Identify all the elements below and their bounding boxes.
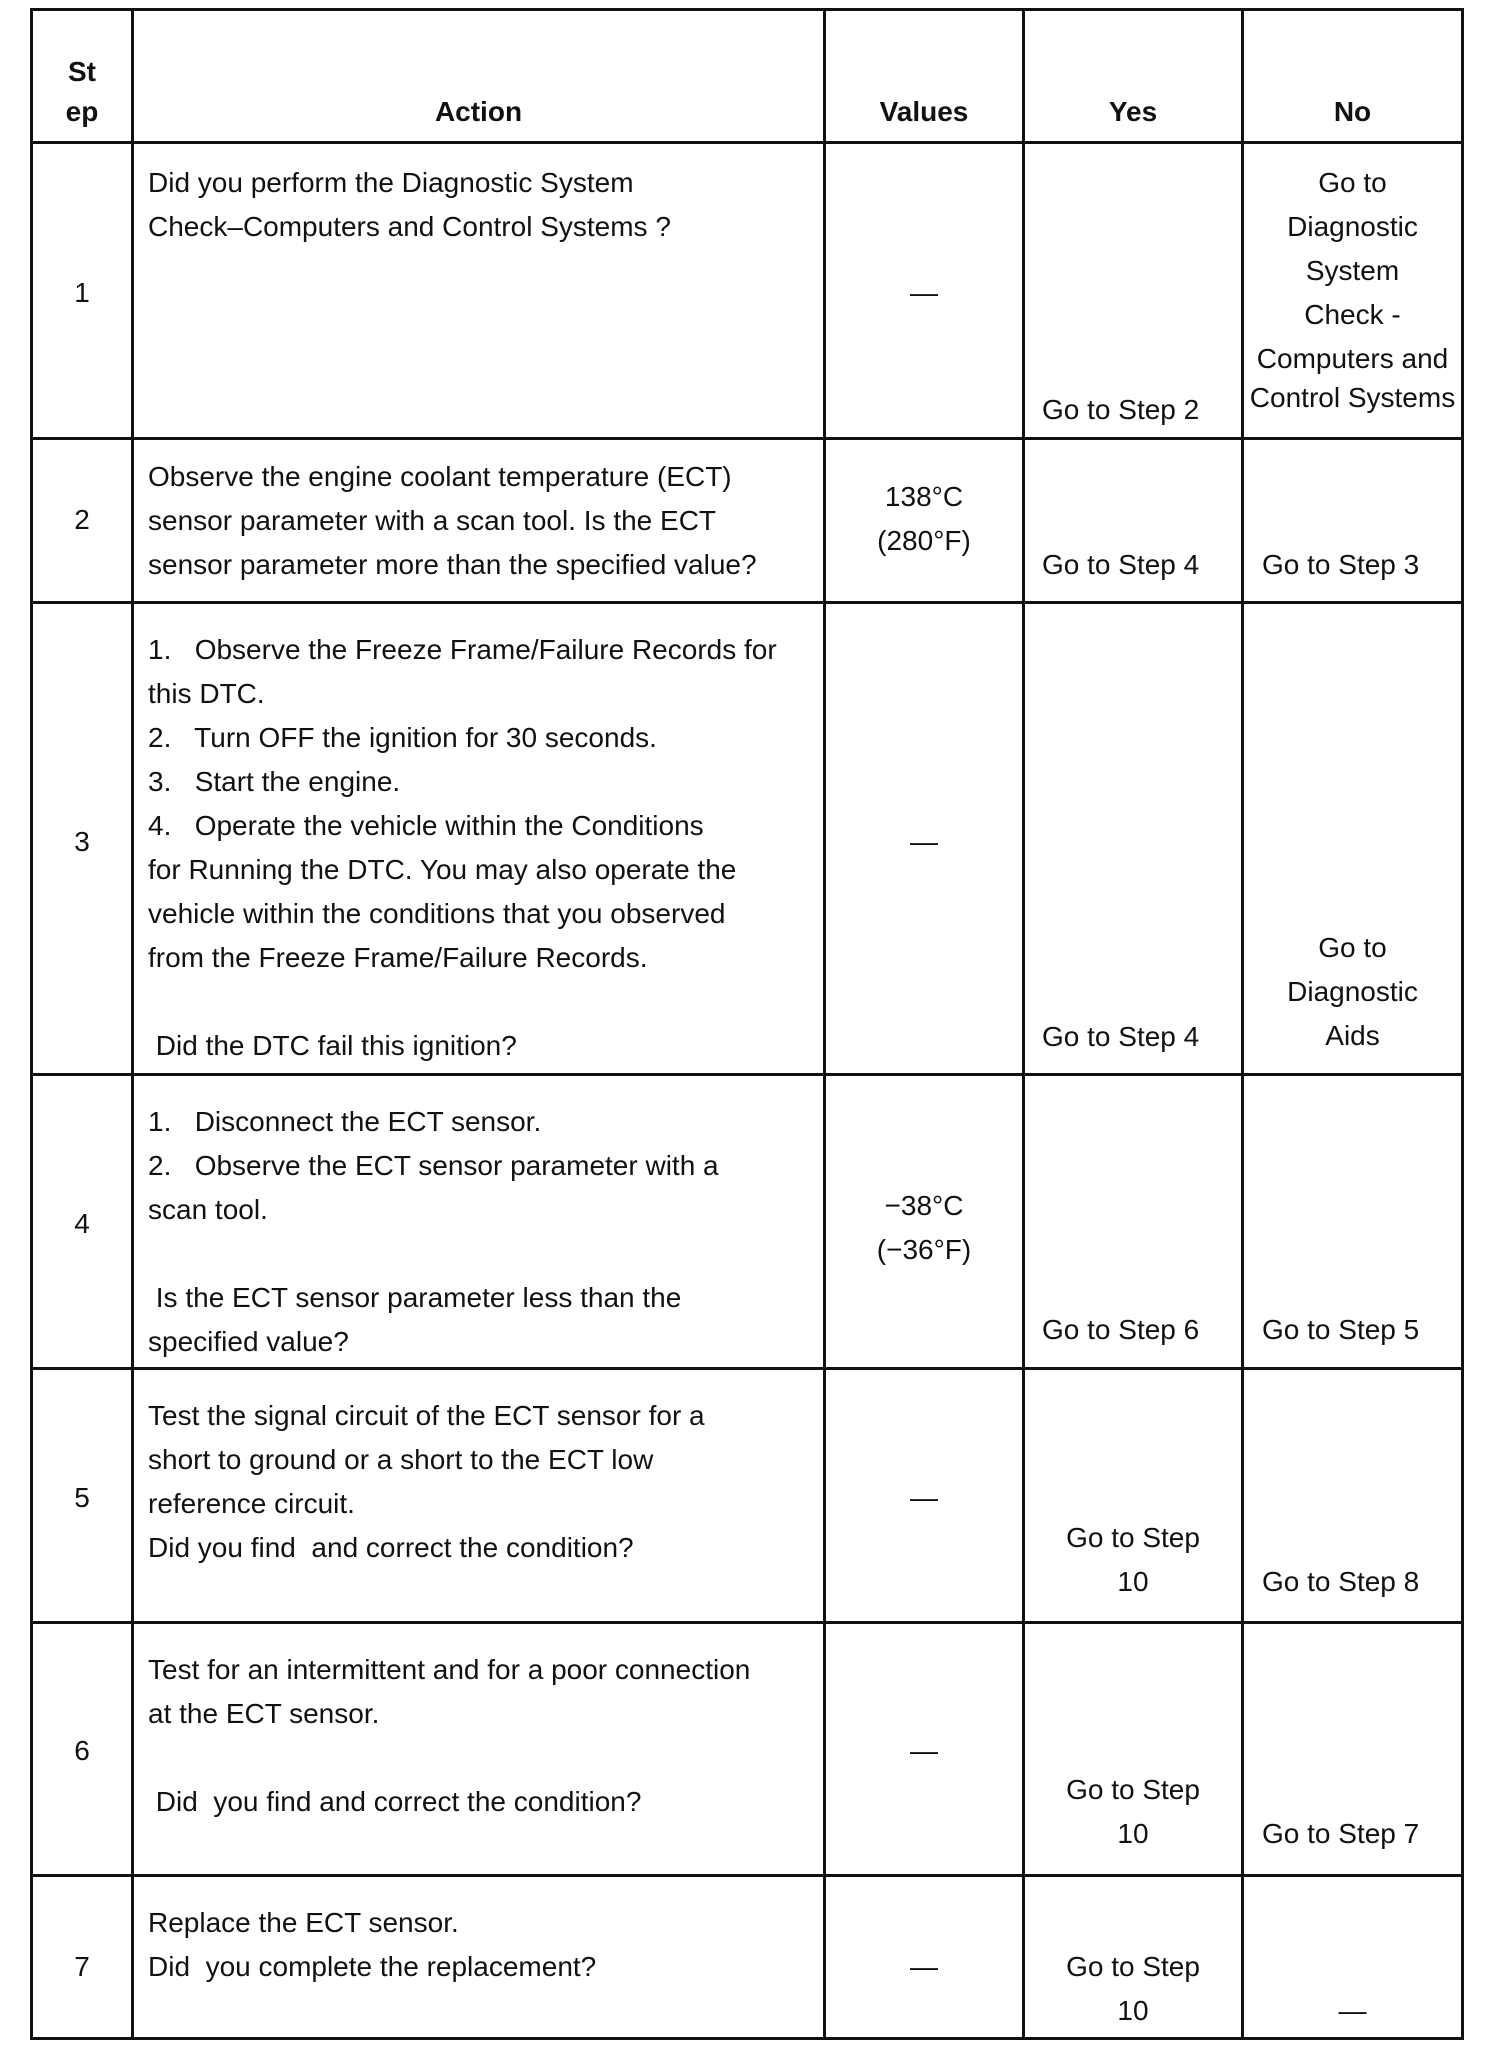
no-result: Go to Step 5	[1262, 1314, 1420, 1345]
row-divider	[30, 437, 1464, 440]
action-text: Replace the ECT sensor. Did you complete the replacement?	[148, 1907, 597, 1982]
row-divider	[30, 601, 1464, 604]
no-dash: —	[1338, 1995, 1367, 2026]
no-result: Go to Diagnostic System Check - Computers and Control Systems	[1249, 167, 1456, 413]
no-result: Go to Step 3	[1262, 549, 1420, 580]
header-yes: Yes	[1108, 96, 1158, 127]
row-divider	[30, 1874, 1464, 1877]
table-border-right	[1461, 8, 1464, 2040]
header-step-line: ep	[65, 96, 99, 127]
yes-result: Go to Step 4	[1042, 1021, 1200, 1052]
table-border-top	[30, 8, 1464, 11]
no-result: Go to Diagnostic Aids	[1287, 932, 1418, 1051]
column-divider	[1022, 8, 1025, 2040]
yes-result: Go to Step 10	[1066, 1774, 1200, 1849]
step-number: 7	[74, 1951, 90, 1982]
action-text: 1. Disconnect the ECT sensor. 2. Observe the ECT sensor parameter with a scan tool. Is the ECT sensor parameter less than the specified value?	[148, 1106, 719, 1357]
row-divider	[30, 1621, 1464, 1624]
value-dash: —	[910, 1951, 938, 1982]
no-result: Go to Step 8	[1262, 1566, 1420, 1597]
action-text: Observe the engine coolant temperature (ECT) sensor parameter with a scan tool. Is the ECT sensor parameter more than the specified value?	[148, 461, 757, 580]
action-text: Test the signal circuit of the ECT sensor for a short to ground or a short to the ECT low reference circuit. Did you find and correct the condition?	[148, 1400, 705, 1563]
yes-result: Go to Step 10	[1066, 1522, 1200, 1597]
step-number: 4	[74, 1208, 90, 1239]
header-values: Values	[879, 96, 969, 127]
action-text: 1. Observe the Freeze Frame/Failure Records for this DTC. 2. Turn OFF the ignition for 30 seconds. 3. Start the engine. 4. Operate the vehicle within the Conditions for Running the DTC. You may also operate the vehicle within the conditions that you observed from the Freeze Frame/Failure Records. Did the DTC fail this ignition?	[148, 634, 777, 1061]
row-divider	[30, 1073, 1464, 1076]
step-number: 2	[74, 504, 90, 535]
yes-result: Go to Step 6	[1042, 1314, 1200, 1345]
value-dash: —	[910, 1482, 938, 1513]
column-divider	[131, 8, 134, 2040]
yes-result: Go to Step 2	[1042, 394, 1200, 425]
header-step-line: St	[68, 56, 96, 87]
diagnostic-table	[30, 8, 1464, 2040]
yes-result: Go to Step 10	[1066, 1951, 1200, 2026]
yes-result: Go to Step 4	[1042, 549, 1200, 580]
value-dash: —	[910, 1735, 938, 1766]
table-border-bottom	[30, 2037, 1464, 2040]
header-divider	[30, 141, 1464, 144]
header-action: Action	[434, 96, 523, 127]
step-number: 6	[74, 1735, 90, 1766]
step-number: 3	[74, 826, 90, 857]
action-text: Did you perform the Diagnostic System Check–Computers and Control Systems ?	[148, 167, 671, 242]
header-step	[33, 52, 131, 132]
no-result: Go to Step 7	[1262, 1818, 1420, 1849]
value-dash: —	[910, 826, 938, 857]
header-no: No	[1333, 96, 1372, 127]
value-dash: —	[910, 277, 938, 308]
row-divider	[30, 1367, 1464, 1370]
value-range: −38°C (−36°F)	[876, 1190, 972, 1265]
step-number: 5	[74, 1482, 90, 1513]
step-number: 1	[74, 277, 90, 308]
action-text: Test for an intermittent and for a poor connection at the ECT sensor. Did you find and correct the condition?	[148, 1654, 751, 1817]
value-range: 138°C (280°F)	[877, 481, 971, 556]
